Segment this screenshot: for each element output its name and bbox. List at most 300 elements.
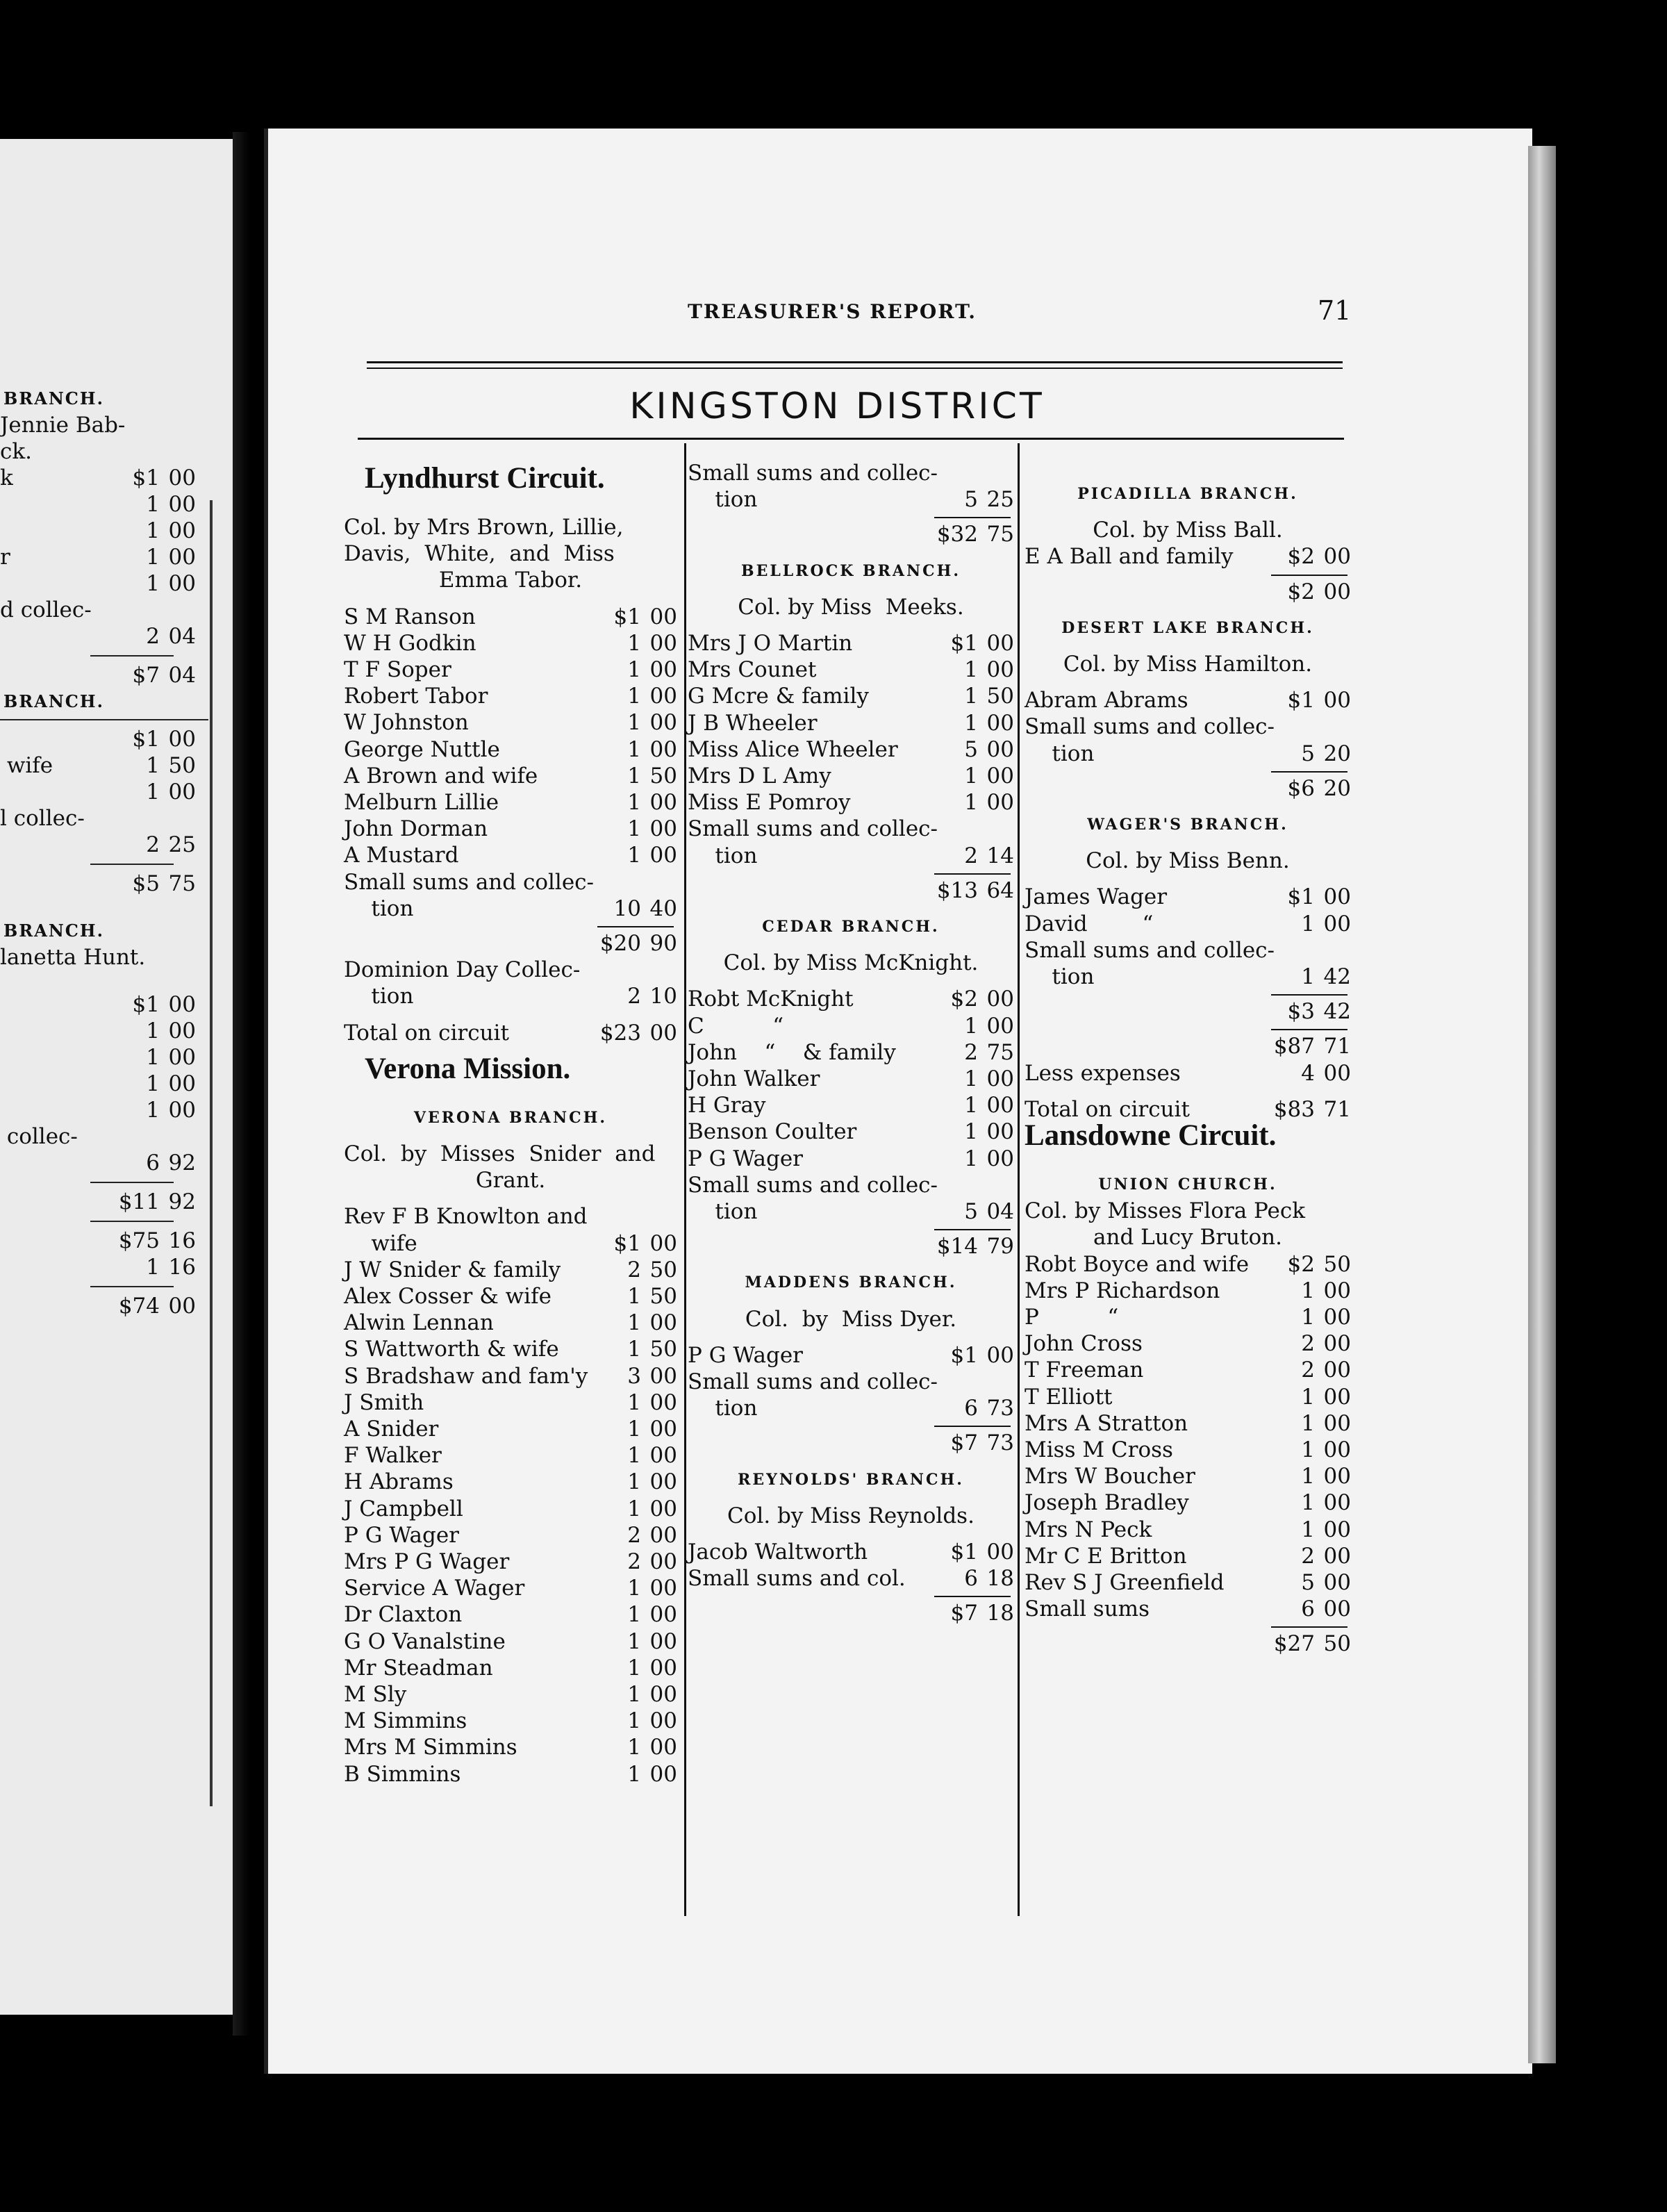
ledger-row (688, 1119, 1014, 1145)
ledger-text (344, 540, 677, 567)
ledger-label: Small sums and collec- (1025, 937, 1275, 963)
ledger-row (1025, 1278, 1351, 1304)
ledger-label: Joseph Bradley (1025, 1490, 1189, 1516)
dollars-amount: $2 (1287, 1251, 1315, 1277)
cents-amount: 00 (1323, 911, 1351, 936)
ledger-label: Jacob Waltworth (688, 1540, 868, 1565)
cents-amount: 00 (1323, 544, 1351, 570)
ledger-label: David “ (1025, 911, 1154, 936)
left-ledger-row (0, 1123, 233, 1150)
ledger-label: Dr Claxton (344, 1602, 463, 1628)
branch-heading: BRANCH. (3, 691, 104, 711)
branch-heading: PICADILLA BRANCH. (1077, 485, 1298, 503)
ledger-label: James Wager (1025, 884, 1168, 910)
cents-amount: 00 (168, 571, 196, 596)
ledger-text (344, 1203, 677, 1230)
ledger-label: ck. (0, 439, 33, 464)
ledger-label: Rev F B Knowlton and (344, 1204, 588, 1230)
ledger-row (688, 486, 1014, 513)
dollars-amount: 2 (1301, 1357, 1315, 1383)
dollars-amount: 6 (964, 1396, 978, 1421)
cents-amount: 04 (168, 624, 196, 649)
dollars-amount: 1 (1301, 1278, 1315, 1303)
dollars-amount: 1 (1301, 964, 1315, 989)
cents-amount: 75 (168, 871, 196, 896)
left-ledger-row (0, 491, 233, 518)
ledger-text (1025, 811, 1351, 838)
ledger-row (344, 1416, 677, 1442)
circuit-heading: Lansdowne Circuit. (1025, 1119, 1277, 1152)
dollars-amount: $23 (599, 1020, 641, 1046)
cents-amount: 00 (986, 1093, 1014, 1119)
cents-amount: 00 (649, 1735, 677, 1760)
left-ledger-row (0, 688, 233, 715)
cents-amount: 00 (986, 1119, 1014, 1145)
dollars-amount: 2 (964, 1039, 978, 1065)
ledger-row (1025, 741, 1351, 767)
dollars-amount: 3 (627, 1363, 641, 1389)
dollars-amount: 1 (627, 1310, 641, 1336)
ledger-text (688, 1503, 1014, 1529)
branch-heading: REYNOLDS' BRANCH. (738, 1470, 964, 1489)
ledger-label: John Dorman (344, 816, 488, 842)
ledger-row (688, 521, 1014, 547)
dollars-amount: $1 (1287, 688, 1315, 713)
ledger-row (1025, 964, 1351, 990)
ledger-row (344, 657, 677, 683)
dollars-amount: 1 (146, 779, 160, 804)
dollars-amount: 1 (627, 630, 641, 656)
ledger-text (1025, 651, 1351, 677)
ledger-label: Small sums and col. (688, 1566, 906, 1592)
ledger-label: tion (688, 487, 758, 513)
collector-line: Col. by Miss Reynolds. (727, 1503, 975, 1528)
dollars-amount: 1 (1301, 1384, 1315, 1410)
left-ledger-row (0, 1018, 233, 1044)
ledger-label: Mrs A Stratton (1025, 1410, 1188, 1436)
ledger-row (688, 683, 1014, 709)
cents-amount: 50 (168, 753, 196, 778)
ledger-row (688, 1342, 1014, 1369)
ledger-label: Miss M Cross (1025, 1437, 1173, 1462)
ledger-text (688, 594, 1014, 620)
ledger-label: Alwin Lennan (344, 1310, 494, 1336)
total-rule (90, 1221, 174, 1222)
dollars-amount: $83 (1273, 1096, 1315, 1122)
dollars-amount: $3 (1287, 999, 1315, 1025)
ledger-label: Mrs P G Wager (344, 1549, 510, 1574)
cents-amount: 04 (168, 663, 196, 688)
cents-amount: 00 (649, 1310, 677, 1336)
ledger-row (688, 1092, 1014, 1119)
cents-amount: 00 (649, 710, 677, 736)
cents-amount: 00 (649, 1682, 677, 1707)
ledger-row (344, 1283, 677, 1310)
cents-amount: 00 (168, 1294, 196, 1319)
ledger-label: Dominion Day Collec- (344, 957, 581, 983)
ledger-text (1025, 713, 1351, 740)
ledger-text (1025, 1198, 1351, 1224)
left-ledger-row (0, 944, 233, 971)
ledger-row (344, 1020, 677, 1046)
ledger-label: Mrs P Richardson (1025, 1278, 1220, 1303)
dollars-amount: 1 (146, 753, 160, 778)
branch-heading: MADDENS BRANCH. (745, 1273, 957, 1292)
ledger-label: Mr Steadman (344, 1655, 493, 1681)
cents-amount: 00 (168, 727, 196, 752)
cents-amount: 00 (1323, 1357, 1351, 1383)
ledger-label: Miss E Pomroy (688, 790, 851, 816)
dollars-amount: 5 (964, 1199, 978, 1224)
cents-amount: 00 (168, 465, 196, 490)
cents-amount: 75 (986, 1039, 1014, 1065)
ledger-text (688, 816, 1014, 842)
left-ledger-row (0, 1150, 233, 1176)
ledger-label: J B Wheeler (688, 710, 818, 736)
cents-amount: 00 (168, 992, 196, 1017)
dollars-amount: 1 (627, 1655, 641, 1681)
dollars-amount: 1 (627, 1284, 641, 1309)
ledger-text (344, 1141, 677, 1167)
ledger-row (688, 877, 1014, 904)
ledger-row (344, 604, 677, 630)
left-ledger-row (0, 1293, 233, 1319)
branch-heading: DESERT LAKE BRANCH. (1061, 618, 1314, 637)
dollars-amount: 2 (627, 1522, 641, 1548)
ledger-row (1025, 1304, 1351, 1330)
cents-amount: 00 (1323, 1517, 1351, 1542)
dollars-amount: $1 (950, 1540, 978, 1565)
cents-amount: 00 (649, 1602, 677, 1628)
ledger-row (344, 736, 677, 763)
cents-amount: 73 (986, 1430, 1014, 1456)
ledger-text (344, 514, 677, 540)
ledger-row (344, 1496, 677, 1522)
dollars-amount: 1 (627, 710, 641, 736)
dollars-amount: 1 (964, 684, 978, 709)
dollars-amount: 1 (627, 790, 641, 815)
ledger-label: Small sums and collec- (344, 869, 595, 895)
cents-amount: 00 (986, 1342, 1014, 1368)
cents-amount: 00 (986, 1146, 1014, 1171)
ledger-label: Service A Wager (344, 1576, 525, 1601)
ledger-row (344, 1549, 677, 1575)
cents-amount: 00 (649, 1522, 677, 1548)
ledger-text (1025, 848, 1351, 874)
dollars-amount: $11 (118, 1189, 160, 1214)
left-ledger-row (0, 1228, 233, 1254)
ledger-label: W Johnston (344, 710, 469, 736)
ledger-label: F Walker (344, 1443, 442, 1469)
cents-amount: 00 (649, 790, 677, 815)
ledger-row (344, 709, 677, 736)
ledger-label: Small sums and collec- (688, 461, 938, 486)
dollars-amount: $75 (118, 1228, 160, 1253)
ledger-row (688, 1146, 1014, 1172)
left-ledger-row (0, 832, 233, 858)
ledger-text (1025, 615, 1351, 641)
ledger-label: G Mcre & family (688, 684, 869, 709)
dollars-amount: 1 (146, 571, 160, 596)
ledger-label: A Brown and wife (344, 763, 538, 789)
ledger-text (344, 957, 677, 983)
cents-amount: 00 (649, 684, 677, 709)
dollars-amount: $1 (132, 727, 160, 752)
ledger-label: P G Wager (688, 1146, 803, 1171)
ledger-label: A Snider (344, 1417, 439, 1442)
ledger-label: wife (344, 1230, 417, 1256)
ledger-text (688, 914, 1014, 940)
ledger-label: P “ (1025, 1305, 1119, 1330)
dollars-amount: $5 (132, 871, 160, 896)
ledger-label: John Cross (1025, 1331, 1143, 1357)
ledger-label: Mrs D L Amy (688, 764, 831, 789)
ledger-text (1025, 937, 1351, 964)
cents-amount: 00 (1323, 1596, 1351, 1622)
cents-amount: 00 (986, 736, 1014, 762)
dollars-amount: 1 (964, 790, 978, 816)
left-ledger-row (0, 438, 233, 465)
ledger-row (344, 789, 677, 816)
ledger-label: E A Ball and family (1025, 544, 1234, 570)
collector-line: Col. by Miss Hamilton. (1063, 652, 1313, 677)
cents-amount: 00 (649, 1443, 677, 1469)
ledger-row (1025, 775, 1351, 802)
dollars-amount: 1 (627, 1417, 641, 1442)
ledger-row (344, 763, 677, 789)
cents-amount: 00 (649, 604, 677, 629)
cents-amount: 14 (986, 843, 1014, 868)
ledger-row (1025, 1596, 1351, 1622)
dollars-amount: 2 (146, 832, 160, 857)
dollars-amount: 1 (627, 1496, 641, 1521)
ledger-label: Robt McKnight (688, 987, 854, 1012)
cents-amount: 00 (1323, 1570, 1351, 1595)
dollars-amount: 1 (146, 1071, 160, 1096)
ledger-row (344, 1761, 677, 1788)
ledger-label: S M Ranson (344, 604, 476, 629)
left-ledger-row (0, 465, 233, 491)
ledger-label: Small sums (1025, 1596, 1150, 1622)
left-ledger-row (0, 918, 233, 944)
dollars-amount: $87 (1273, 1034, 1315, 1059)
ledger-row (344, 983, 677, 1009)
ledger-label: r (0, 545, 10, 570)
ledger-label: S Wattworth & wife (344, 1337, 559, 1362)
left-ledger-row (0, 779, 233, 805)
dollars-amount: 1 (627, 1337, 641, 1362)
ledger-label: Col. by Misses Snider and (344, 1141, 656, 1166)
ledger-row (344, 1575, 677, 1601)
dollars-amount: 1 (627, 657, 641, 682)
cents-amount: 00 (649, 1020, 677, 1046)
collector-line: Col. by Miss Dyer. (745, 1306, 957, 1332)
cents-amount: 00 (168, 545, 196, 570)
cents-amount: 18 (986, 1601, 1014, 1626)
total-rule (934, 873, 1011, 875)
left-ledger-row (0, 623, 233, 650)
ledger-label: J Campbell (344, 1496, 463, 1521)
ledger-row (1025, 998, 1351, 1025)
dollars-amount: $27 (1273, 1631, 1315, 1657)
dollars-amount: $20 (599, 931, 641, 956)
dollars-amount: 1 (627, 1389, 641, 1415)
ledger-label: tion (688, 843, 758, 868)
left-ledger-row (0, 870, 233, 897)
cents-amount: 00 (986, 710, 1014, 736)
dollars-amount: 1 (964, 1013, 978, 1039)
dollars-amount: $74 (118, 1294, 160, 1319)
cents-amount: 00 (649, 1549, 677, 1574)
total-rule (934, 1229, 1011, 1230)
ledger-label: Robert Tabor (344, 684, 488, 709)
ledger-row (688, 1600, 1014, 1626)
dollars-amount: 2 (1301, 1331, 1315, 1357)
cents-amount: 00 (168, 1045, 196, 1070)
ledger-label: tion (344, 895, 414, 921)
cents-amount: 00 (649, 816, 677, 842)
ledger-text (688, 1369, 1014, 1395)
ledger-row (688, 657, 1014, 683)
ledger-label: Abram Abrams (1025, 688, 1188, 713)
cents-amount: 79 (986, 1234, 1014, 1260)
cents-amount: 00 (1323, 1305, 1351, 1330)
ledger-label: M Sly (344, 1682, 407, 1707)
dollars-amount: 1 (627, 816, 641, 842)
ledger-text (688, 1467, 1014, 1493)
ledger-label: C “ (688, 1013, 784, 1039)
ledger-label: l collec- (0, 806, 85, 831)
dollars-amount: 1 (1301, 1410, 1315, 1436)
ledger-text (688, 950, 1014, 976)
ledger-row (344, 1310, 677, 1336)
ledger-row (344, 1442, 677, 1469)
dollars-amount: 1 (627, 1576, 641, 1601)
cents-amount: 42 (1323, 999, 1351, 1025)
left-ledger-row (0, 1254, 233, 1280)
dollars-amount: 1 (627, 736, 641, 762)
dollars-amount: $1 (132, 465, 160, 490)
dollars-amount: 1 (146, 518, 160, 543)
total-rule (1271, 575, 1347, 576)
ledger-label: G O Vanalstine (344, 1628, 506, 1654)
ledger-row (1025, 911, 1351, 937)
cents-amount: 40 (649, 895, 677, 921)
cents-amount: 00 (168, 1098, 196, 1123)
dollars-amount: 1 (1301, 1464, 1315, 1489)
dollars-amount: 1 (964, 1066, 978, 1091)
dollars-amount: 1 (964, 710, 978, 736)
dollars-amount: 1 (627, 843, 641, 868)
ledger-label: Benson Coulter (688, 1119, 857, 1145)
dollars-amount: 2 (627, 984, 641, 1009)
dollars-amount: 1 (627, 1708, 641, 1734)
cents-amount: 00 (1323, 884, 1351, 910)
total-rule (597, 926, 674, 927)
left-ledger-row (0, 386, 233, 412)
ledger-label: W H Godkin (344, 630, 476, 656)
cents-amount: 00 (168, 1018, 196, 1043)
ledger-row (1025, 1463, 1351, 1489)
cents-amount: 00 (649, 1496, 677, 1521)
ledger-text (1025, 1224, 1351, 1251)
dollars-amount: $2 (950, 987, 978, 1012)
dollars-amount: 4 (1301, 1060, 1315, 1086)
district-rule (358, 438, 1344, 440)
ledger-row (688, 789, 1014, 816)
ledger-row (344, 1655, 677, 1681)
cents-amount: 00 (168, 779, 196, 804)
left-ledger-row (0, 518, 233, 544)
cents-amount: 00 (649, 736, 677, 762)
cents-amount: 00 (168, 518, 196, 543)
dollars-amount: 2 (146, 624, 160, 649)
cents-amount: 50 (649, 1284, 677, 1309)
dollars-amount: $13 (936, 877, 978, 903)
ledger-row (1025, 1033, 1351, 1059)
ledger-row (1025, 1569, 1351, 1596)
ledger-row (1025, 1489, 1351, 1516)
cents-amount: 90 (649, 931, 677, 956)
ledger-text (1025, 1171, 1351, 1198)
cents-amount: 00 (1323, 579, 1351, 604)
cents-amount: 25 (986, 487, 1014, 513)
cents-amount: 00 (986, 1540, 1014, 1565)
dollars-amount: 1 (964, 657, 978, 683)
ledger-label: tion (344, 984, 414, 1009)
dollars-amount: 2 (964, 843, 978, 868)
dollars-amount: 5 (1301, 741, 1315, 766)
ledger-text (688, 1306, 1014, 1332)
cents-amount: 42 (1323, 964, 1351, 989)
cents-amount: 00 (1323, 1384, 1351, 1410)
dollars-amount: 1 (627, 684, 641, 709)
cents-amount: 00 (986, 764, 1014, 789)
dollars-amount: 1 (964, 764, 978, 789)
cents-amount: 50 (1323, 1251, 1351, 1277)
ledger-row (1025, 1410, 1351, 1437)
dollars-amount: 5 (1301, 1570, 1315, 1595)
total-rule (90, 655, 174, 657)
cents-amount: 00 (649, 1469, 677, 1495)
page-number: 71 (1318, 295, 1352, 326)
collector-line: and Lucy Bruton. (1093, 1225, 1282, 1251)
ledger-row (688, 710, 1014, 736)
cents-amount: 50 (649, 1337, 677, 1362)
ledger-label: Mrs M Simmins (344, 1735, 517, 1760)
cents-amount: 00 (1323, 1410, 1351, 1436)
ledger-label: H Abrams (344, 1469, 454, 1495)
ledger-label: John “ & family (688, 1039, 896, 1065)
ledger-row (688, 1233, 1014, 1260)
dollars-amount: 2 (627, 1549, 641, 1574)
cents-amount: 16 (168, 1255, 196, 1280)
left-ledger-row (0, 1097, 233, 1123)
dollars-amount: 1 (146, 1098, 160, 1123)
ledger-text (1025, 517, 1351, 543)
ledger-label: Less expenses (1025, 1060, 1181, 1086)
cents-amount: 00 (649, 1363, 677, 1389)
dollars-amount: 1 (627, 1469, 641, 1495)
ledger-label: Small sums and collec- (688, 1369, 938, 1394)
ledger-label: tion (1025, 964, 1095, 989)
ledger-row (344, 1469, 677, 1495)
cents-amount: 00 (649, 630, 677, 656)
ledger-label: T Elliott (1025, 1384, 1113, 1410)
dollars-amount: $1 (613, 604, 641, 629)
cents-amount: 00 (1323, 688, 1351, 713)
total-rule (934, 517, 1011, 518)
